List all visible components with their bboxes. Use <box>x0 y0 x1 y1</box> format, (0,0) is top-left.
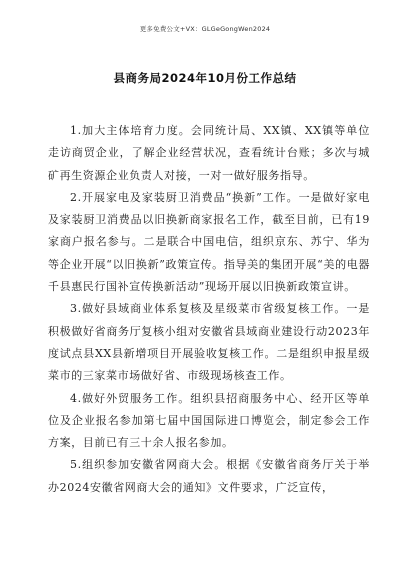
paragraph-2: 2.开展家电及家装厨卫消费品“换新”工作。一是做好家电及家装厨卫消费品以旧换新商家报名工作，截至目前，已有19家商户报名参与。二是联合中国电信，组织京东、苏宁、华为等企业开展“以旧换新”政策宣传。指导美的集团开展“美的电器千县惠民行国补宣传换新活动”现场开展以旧换新政策宣讲。 <box>48 190 370 294</box>
paragraph-1: 1.加大主体培育力度。会同统计局、XX镇、XX镇等单位走访商贸企业，了解企业经营状况，查看统计台账；多次与城矿再生资源企业负责人对接，一对一做好服务指导。 <box>48 124 370 182</box>
paragraph-3: 3.做好县域商业体系复核及星级菜市省级复核工作。一是积极做好省商务厅复核小组对安徽省县域商业建设行动2023年度试点县XX县新增项目开展验收复核工作。二是组织申报星级菜市的三家菜市场做好省、市级现场核查工作。 <box>48 302 370 383</box>
paragraph-4: 4.做好外贸服务工作。组织县招商服务中心、经开区等单位及企业报名参加第七届中国国际进口博览会，制定参会工作方案，目前已有三十余人报名参加。 <box>48 391 370 450</box>
document-title: 县商务局2024年10月份工作总结 <box>113 71 297 85</box>
header-note: 更多免费公文+VX：GLGeGongWen2024 <box>139 25 271 33</box>
paragraph-5: 5.组织参加安徽省网商大会。根据《安徽省商务厅关于举办2024安徽省网商大会的通知》文件要求，广泛宣传， <box>48 458 370 494</box>
document-body <box>48 120 370 499</box>
